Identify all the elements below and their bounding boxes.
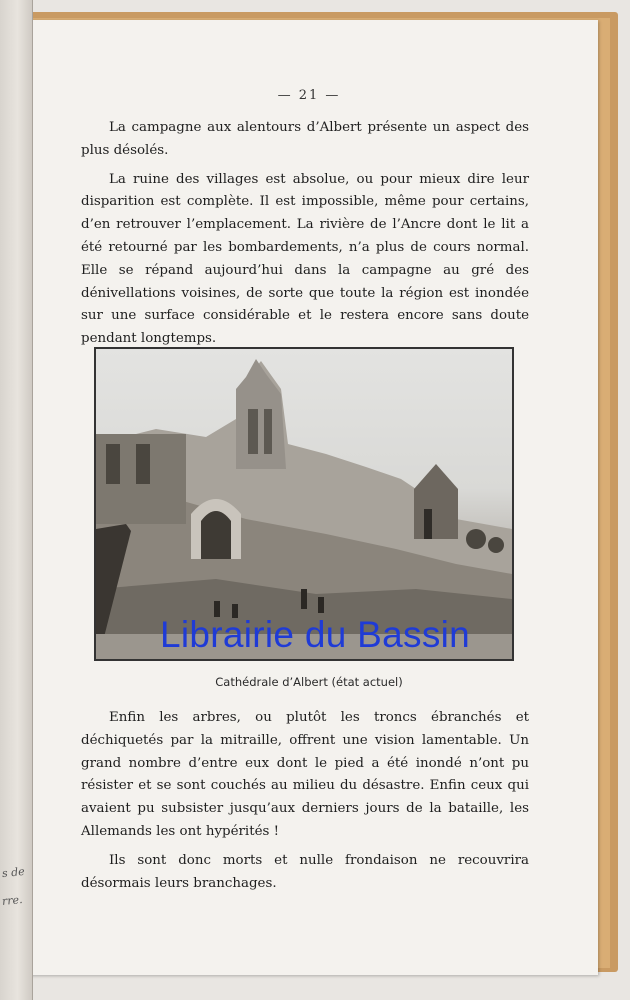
text-block-bottom <box>81 707 529 901</box>
left-page-fragment: s de <box>1 864 26 881</box>
text-block-top <box>81 117 529 357</box>
paragraph: Enfin les arbres, ou plutôt les troncs ébranchés et déchiquetés par la mitraille, offrent une vision lamentable. Un grand nombre d’entre eux dont le pied a été inondé n’ont pu résister et se sont couchés au milieu du désastre. Enfin ceux qui avaient pu subsister jusqu’aux derniers jours de la bataille, les Allemands les ont hypérités ! <box>81 710 529 839</box>
paragraph: La campagne aux alentours d’Albert présente un aspect des plus désolés. <box>81 120 529 158</box>
paragraph: Ils sont donc morts et nulle frondaison ne recouvrira désormais leurs branchages. <box>81 852 529 891</box>
seller-watermark: Librairie du Bassin <box>159 614 471 655</box>
ruined-cathedral-illustration <box>96 349 512 659</box>
page-number: — 21 — <box>277 88 341 103</box>
left-page-fragment: rre. <box>1 892 24 909</box>
photo-caption: Cathédrale d’Albert (état actuel) <box>215 675 403 689</box>
book-page <box>20 20 598 975</box>
paragraph: La ruine des villages est absolue, ou pour mieux dire leur disparition est complète. Il est impossible, même pour certains, d’en retrouver l’emplacement. La rivière de l’Ancre dont le lit a été retourné par les bombardements, n’a plus de cours normal. Elle se répand aujourd’hui dans la campagne au gré des dénivellations voisines, de sorte que toute la région est inondée sur une surface considérable et le restera encore sans doute pendant longtemps. <box>81 171 529 347</box>
previous-page-edge <box>0 0 33 1000</box>
